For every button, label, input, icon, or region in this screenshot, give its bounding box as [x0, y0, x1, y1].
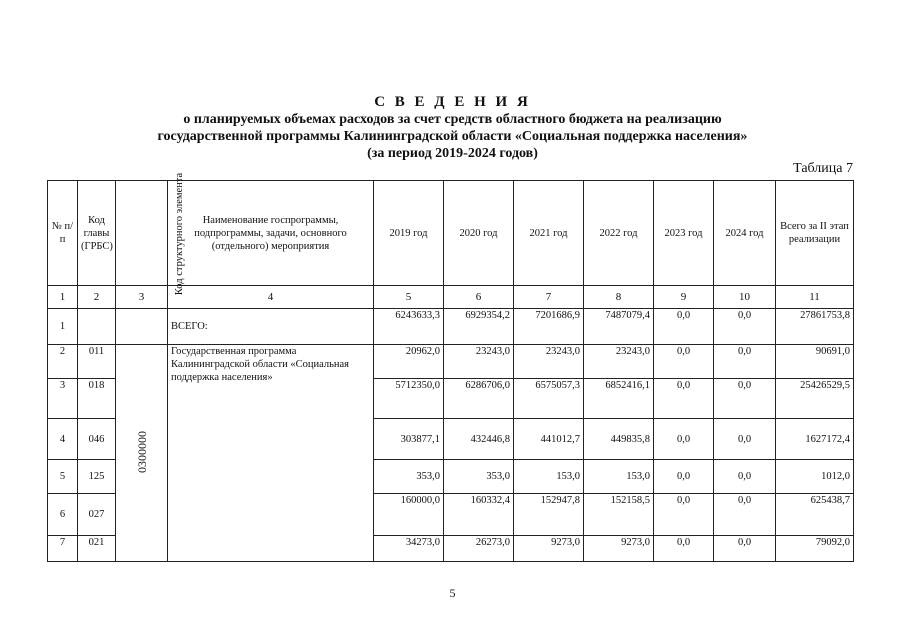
row-code — [78, 309, 116, 345]
row-value: 23243,0 — [514, 345, 584, 379]
row-value: 20962,0 — [374, 345, 444, 379]
header-code: Код главы (ГРБС) — [78, 181, 116, 286]
row-value: 441012,7 — [514, 419, 584, 460]
col-number: 8 — [584, 286, 654, 309]
row-code: 046 — [78, 419, 116, 460]
row-name: ВСЕГО: — [168, 309, 374, 345]
row-struct-code — [116, 309, 168, 345]
row-value: 152947,8 — [514, 494, 584, 536]
col-number: 3 — [116, 286, 168, 309]
row-value: 0,0 — [654, 309, 714, 345]
row-value: 353,0 — [374, 460, 444, 494]
col-number: 4 — [168, 286, 374, 309]
row-value: 6286706,0 — [444, 379, 514, 419]
row-num: 1 — [48, 309, 78, 345]
header-2023: 2023 год — [654, 181, 714, 286]
col-number: 6 — [444, 286, 514, 309]
struct-code-value: 0300000 — [134, 431, 149, 473]
row-value: 7201686,9 — [514, 309, 584, 345]
row-value: 1627172,4 — [776, 419, 854, 460]
row-value: 449835,8 — [584, 419, 654, 460]
table-row — [48, 345, 854, 379]
row-value: 25426529,5 — [776, 379, 854, 419]
row-value: 6243633,3 — [374, 309, 444, 345]
row-code: 021 — [78, 536, 116, 562]
page-number: 5 — [449, 586, 456, 600]
col-number: 10 — [714, 286, 776, 309]
col-number: 7 — [514, 286, 584, 309]
header-2019: 2019 год — [374, 181, 444, 286]
row-value: 9273,0 — [584, 536, 654, 562]
row-num: 4 — [48, 419, 78, 460]
header-2020: 2020 год — [444, 181, 514, 286]
expenses-table — [47, 172, 854, 562]
document-header — [0, 93, 905, 162]
title-line-2: государственной программы Калининградской области «Социальная поддержка населения» — [157, 129, 748, 144]
col-number: 11 — [776, 286, 854, 309]
document-title: С В Е Д Е Н И Я — [374, 94, 531, 110]
row-value: 9273,0 — [514, 536, 584, 562]
row-value: 1012,0 — [776, 460, 854, 494]
title-line-1: о планируемых объемах расходов за счет средств областного бюджета на реализацию — [183, 112, 722, 127]
row-value: 34273,0 — [374, 536, 444, 562]
row-value: 27861753,8 — [776, 309, 854, 345]
row-num: 7 — [48, 536, 78, 562]
header-struct-code-text: Код структурного элемента — [174, 172, 186, 295]
row-value: 79092,0 — [776, 536, 854, 562]
row-value: 160332,4 — [444, 494, 514, 536]
row-value: 6852416,1 — [584, 379, 654, 419]
row-num: 3 — [48, 379, 78, 419]
header-2024: 2024 год — [714, 181, 776, 286]
row-value: 153,0 — [514, 460, 584, 494]
header-num: № п/п — [48, 181, 78, 286]
header-2021: 2021 год — [514, 181, 584, 286]
row-code: 018 — [78, 379, 116, 419]
title-line-3: (за период 2019-2024 годов) — [367, 146, 538, 161]
col-number: 9 — [654, 286, 714, 309]
row-value: 0,0 — [654, 536, 714, 562]
row-value: 0,0 — [714, 536, 776, 562]
column-number-row — [48, 286, 854, 309]
header-row — [48, 181, 854, 286]
col-number: 1 — [48, 286, 78, 309]
row-code: 027 — [78, 494, 116, 536]
row-value: 0,0 — [714, 379, 776, 419]
row-value: 432446,8 — [444, 419, 514, 460]
row-value: 6575057,3 — [514, 379, 584, 419]
row-value: 0,0 — [654, 419, 714, 460]
row-value: 153,0 — [584, 460, 654, 494]
row-code: 011 — [78, 345, 116, 379]
row-value: 303877,1 — [374, 419, 444, 460]
row-num: 2 — [48, 345, 78, 379]
row-value: 7487079,4 — [584, 309, 654, 345]
header-name: Наименование госпрограммы, подпрограммы, задачи, основного (отдельного) мероприятия — [168, 181, 374, 286]
row-value: 160000,0 — [374, 494, 444, 536]
header-total: Всего за II этап реализации — [776, 181, 854, 286]
header-struct-code — [116, 172, 186, 295]
row-value: 23243,0 — [444, 345, 514, 379]
row-value: 0,0 — [714, 345, 776, 379]
row-value: 0,0 — [654, 345, 714, 379]
row-value: 353,0 — [444, 460, 514, 494]
struct-code-cell — [116, 345, 168, 562]
row-value: 0,0 — [654, 379, 714, 419]
row-num: 5 — [48, 460, 78, 494]
col-number: 2 — [78, 286, 116, 309]
row-code: 125 — [78, 460, 116, 494]
table-label: Таблица 7 — [793, 161, 853, 176]
col-number: 5 — [374, 286, 444, 309]
row-value: 90691,0 — [776, 345, 854, 379]
row-value: 152158,5 — [584, 494, 654, 536]
row-value: 0,0 — [714, 309, 776, 345]
row-value: 0,0 — [714, 494, 776, 536]
row-value: 23243,0 — [584, 345, 654, 379]
program-name-cell: Государственная программа Калининградской области «Социальная поддержка населения» — [168, 345, 374, 562]
row-value: 0,0 — [714, 460, 776, 494]
row-value: 0,0 — [714, 419, 776, 460]
table-row-total — [48, 309, 854, 345]
row-value: 0,0 — [654, 460, 714, 494]
row-value: 0,0 — [654, 494, 714, 536]
header-2022: 2022 год — [584, 181, 654, 286]
row-num: 6 — [48, 494, 78, 536]
row-value: 5712350,0 — [374, 379, 444, 419]
row-value: 6929354,2 — [444, 309, 514, 345]
row-value: 625438,7 — [776, 494, 854, 536]
row-value: 26273,0 — [444, 536, 514, 562]
